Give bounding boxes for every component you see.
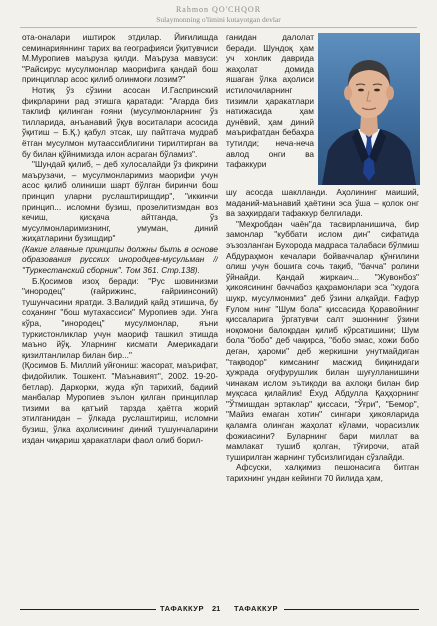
footer-rule-right: [284, 609, 419, 610]
paragraph: ганидан далолат беради. Шундоқ ҳам уч хонлик даврида жаҳолат домида яшаган ўлка аҳолиси истилочиларнинг тизимли ҳаракатлари натижасида ҳам дунёвий, ҳам диний маърифатдан бебаҳра тутилди; неча-неча авлод онги ва тафаккури: [226, 32, 314, 170]
left-column: [22, 32, 218, 600]
paragraph: Б.Қосимов изоҳ беради: "Рус шовинизми "инородец" (ғайрижинс, ғайриинсоний) тушунчасини яратди. З.Валидий қайд этишича, бу соҳанинг "бош мутахассиси" Муропиев эди. Унга кўра, "инородец" мусулмонлар, яъни туркистонликлар учун маориф ташкил этишда маъно йўқ. Уларнинг кисмати Америкадаги қизилтанлилар билан бир...": [22, 275, 218, 360]
footer-rule-left: [20, 609, 156, 610]
footer-magazine-name-left: ТАФАККУР: [160, 604, 204, 613]
paragraph: Нотиқ ўз сўзини асосан И.Гаспринский фикрларини рад этишга қаратади: "Агарда биз таклиф қилинган ғояни (мусулмонларнинг ўз тилларида, анъанавий ўқув воситалари асосида ўқитиш – Б.Қ.) қабул этсак, шу пайтгача мудраб ётган мусулмон мутаассиблигини тирилтирган ва бу билан қўйнимизда илон асраган бўламиз".: [22, 84, 218, 159]
portrait-photo: [318, 33, 420, 185]
paragraph: "Меҳробдан чаён"да тасвирланишича, бир замонлар "куббати ислом дин" сифатида эъзозланган Бухорода мадраса талабаси бўлмиш Абдураҳмон кечалари бойваччалар қўнғилини олиш учун бошига сочь тақиб, "бачча" ролини ўйнайди. Қандай жиркаич... "Жувонбоз" ҳикоясининг баччабоз қаҳрамонлари эса "худога шукр, мусулмонмиз" деб ўзини алқайди. Ғафур Ғулом нинг "Шум бола" қиссасида Қоравойнинг қиссаларига ўргатувчи салт эшоннинг ўзини ноқомони балоқрдан қилиб кўрсатишини; Шум бола "бобо" деб чақирса, "бобо эмас, хожи бобо деган, ҳароми" деб жеркишни унутмайдиган "тақводор" кимсанинг масжид биқинидаги ҳужрада оғуфурушлик билан шуғулланишини чинакам ислом эътиқоди ва ахлоқи билан бир муқсаса қилайлик! Ёхуд Абдулла Қаҳҳорнинг "Ўтмишдан эртаклар" қиссаси, "Ўғри", "Бемор", "Майиз емаган хотин" сингари ҳикояларида қаламга олинган жаҳолат кўлами, чорасизлик фожиасини? Буларнинг бари миллат ва мамлакат тушиб қолган, тўғирочи, атай туширилган жарнинг тубсизлигидан сўзлайди.: [226, 218, 419, 462]
paragraph: Афсуски, халқимиз пешонасига битган тарихнинг ундан кейинги 70 йилида ҳам,: [226, 462, 419, 484]
paragraph: "Шундай қилиб, – деб хулосалайди ўз фикрини маърузачи, – мусулмонларимиз маорифи учун асос қилиб олиниши шарт бўлган биринчи бош принцип уларни руслаштиришдир", "иккинчи принцип... исломни бузиш, прозелитизмдан воз кечиш, қисқача айтганда, ўз мусулмонларимизнинг, умуман, диний жиҳатларини бузишдир": [22, 159, 218, 244]
right-top-column: [226, 32, 314, 184]
header-divider: [20, 27, 417, 28]
right-bottom-column: [226, 187, 419, 599]
citation-paragraph: (Қосимов Б. Миллий уйғониш: жасорат, маърифат, фидойилик. Тошкент. "Маънавият", 2002. 19-20-бетлар). Даркорки, жуда кўп тарихий, бадиий манбалар Муропиев эълон қилган принциплар тизими ва қатъий тарзда ҳаётга жорий этилганидан – ўлкада руслаштириш, исломни бузиш, ўлка аҳолисининг диний тушунчаларини издан чиқариш ҳаракатлари фаол олиб борил-: [22, 360, 218, 445]
header-author: Rahmon QO'CHQOR: [175, 5, 262, 14]
header-subtitle: Sulaymonning o'limini kutayotgan devlar: [156, 15, 281, 24]
paragraph: шу асосда шаклланди. Аҳолининг маиший, маданий-маънавий ҳаётини эса ўша – қолок онг ва заҳкирдаги тафаккур белгилади.: [226, 187, 419, 219]
citation: (Какие главные принципы должны быть в основе образования русских инородцев-мусульман // "Туркестанский сборник". Том 361. Стр.138).: [22, 243, 218, 276]
footer-magazine-name-right: ТАФАККУР: [234, 604, 278, 613]
page-number: 21: [212, 604, 221, 613]
paragraph: ота-оналари иштирок этдилар. Йиғилишда семинарияннинг тарих ва географияси ўқитувчиси М.Муропиев маъруза қилди. Маъруза мавзуси: "Райсирус мусулмонлар маорифига қандай бош принциплар асос қилиб олинмоғи лозим?": [22, 32, 218, 85]
